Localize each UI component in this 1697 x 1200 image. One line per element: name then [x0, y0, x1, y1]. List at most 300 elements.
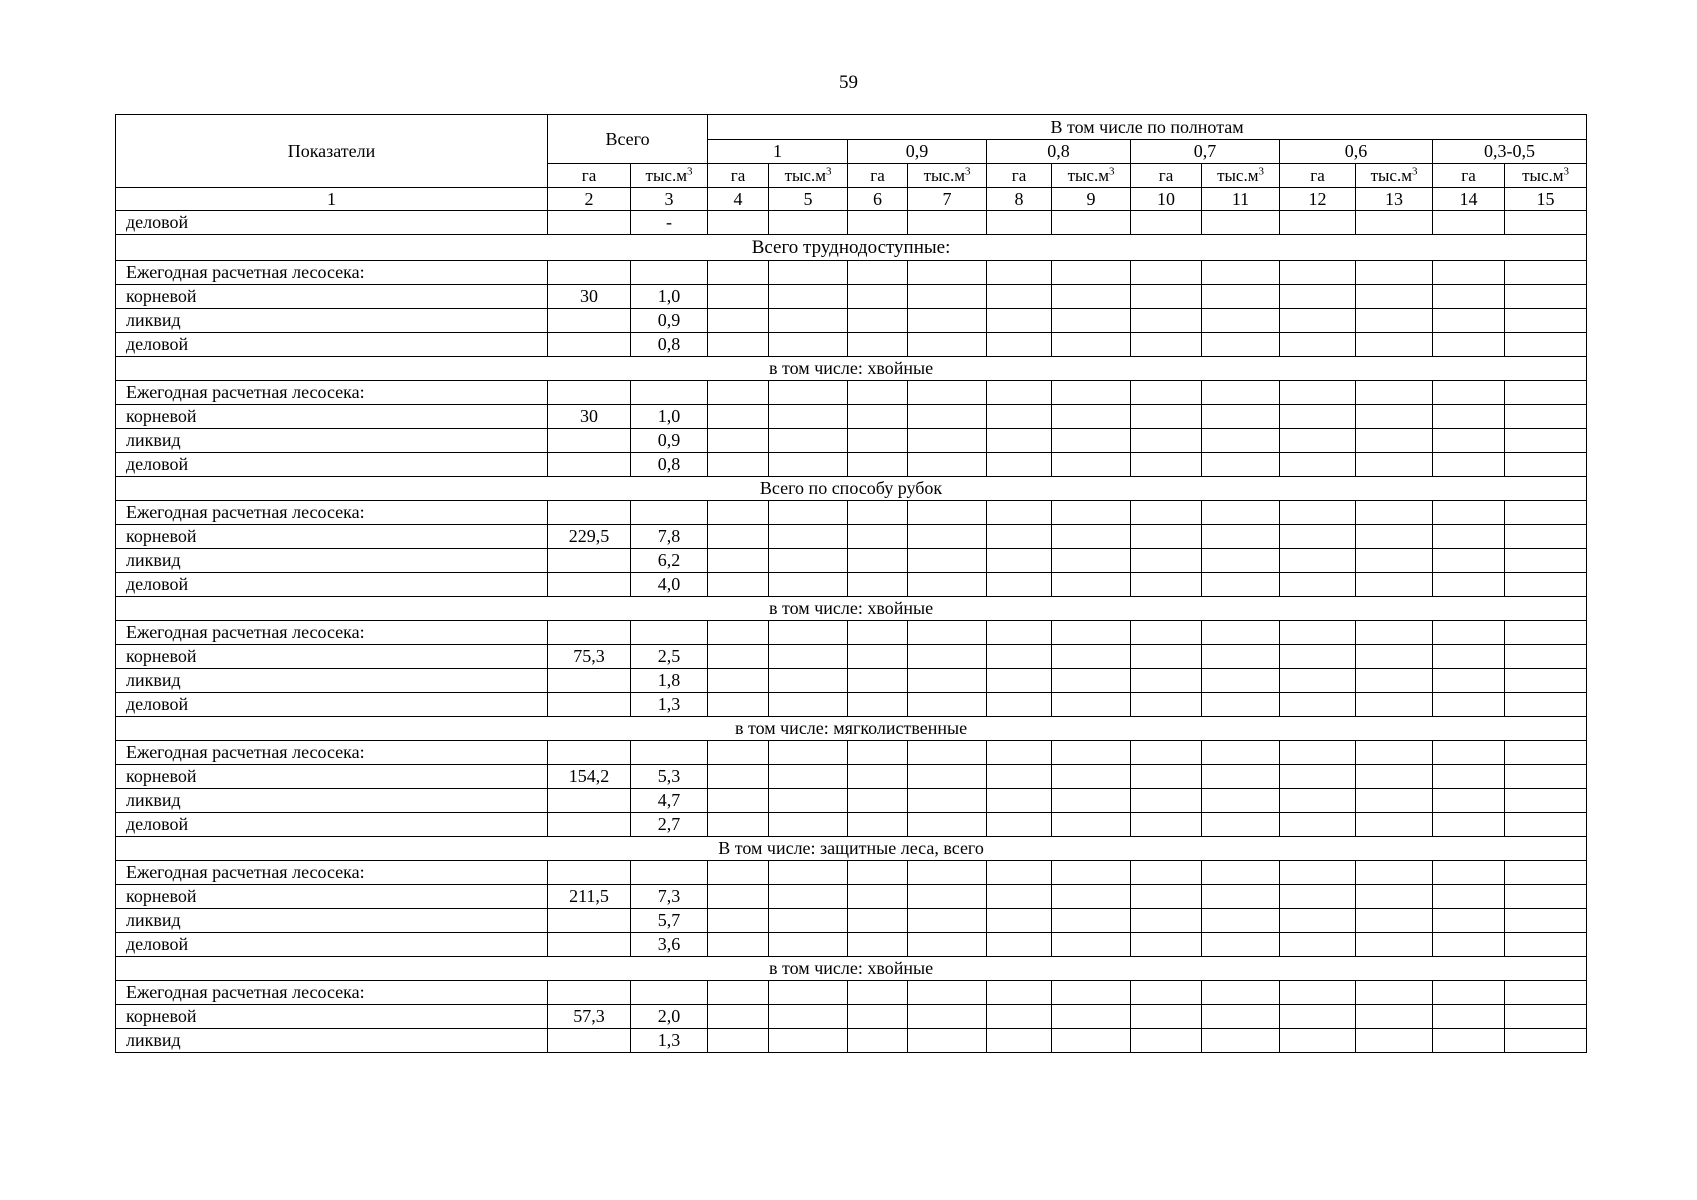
- section-heading-row: [116, 717, 1587, 741]
- header-unit-ha: га: [1131, 164, 1202, 188]
- density-cell: [1131, 981, 1202, 1005]
- header-unit-ha: га: [708, 164, 769, 188]
- density-cell: [987, 381, 1052, 405]
- density-cell: [1280, 621, 1356, 645]
- density-cell: [1433, 573, 1505, 597]
- density-cell: [987, 741, 1052, 765]
- row-label: ликвид: [116, 549, 548, 573]
- table-row: [116, 453, 1587, 477]
- section-title: Всего труднодоступные:: [116, 235, 1587, 261]
- total-volume-cell: 1,8: [631, 669, 708, 693]
- density-cell: [1202, 813, 1280, 837]
- density-cell: [987, 813, 1052, 837]
- density-cell: [1433, 813, 1505, 837]
- total-ha-cell: [548, 981, 631, 1005]
- density-cell: [1356, 813, 1433, 837]
- column-number: 11: [1202, 188, 1280, 211]
- table-row: [116, 1005, 1587, 1029]
- density-cell: [769, 1029, 848, 1053]
- density-cell: [1052, 453, 1131, 477]
- density-cell: [1052, 621, 1131, 645]
- column-number: 7: [908, 188, 987, 211]
- density-cell: [769, 885, 848, 909]
- density-cell: [1280, 741, 1356, 765]
- table-row: [116, 933, 1587, 957]
- density-cell: [1433, 645, 1505, 669]
- density-cell: [987, 861, 1052, 885]
- density-cell: [708, 813, 769, 837]
- column-number: 10: [1131, 188, 1202, 211]
- density-cell: [848, 645, 908, 669]
- density-cell: [1505, 669, 1587, 693]
- section-title: Всего по способу рубок: [116, 477, 1587, 501]
- density-cell: [1131, 453, 1202, 477]
- row-label: ликвид: [116, 789, 548, 813]
- density-cell: [1052, 285, 1131, 309]
- density-cell: [848, 285, 908, 309]
- column-number: 13: [1356, 188, 1433, 211]
- density-cell: [1433, 741, 1505, 765]
- density-cell: [1052, 645, 1131, 669]
- density-cell: [848, 501, 908, 525]
- header-unit-volume: [908, 164, 987, 188]
- total-volume-cell: 6,2: [631, 549, 708, 573]
- header-density: 0,8: [987, 140, 1131, 164]
- density-cell: [1356, 789, 1433, 813]
- density-cell: [1280, 645, 1356, 669]
- density-cell: [1356, 693, 1433, 717]
- density-cell: [708, 501, 769, 525]
- density-cell: [1280, 285, 1356, 309]
- density-cell: [708, 1029, 769, 1053]
- density-cell: [908, 573, 987, 597]
- density-cell: [1202, 211, 1280, 235]
- density-cell: [987, 405, 1052, 429]
- density-cell: [1356, 285, 1433, 309]
- density-cell: [708, 211, 769, 235]
- density-cell: [1505, 741, 1587, 765]
- density-cell: [1356, 981, 1433, 1005]
- section-heading-row: [116, 957, 1587, 981]
- density-cell: [1505, 1005, 1587, 1029]
- density-cell: [769, 309, 848, 333]
- header-unit-volume: [769, 164, 848, 188]
- density-cell: [1280, 789, 1356, 813]
- density-cell: [1505, 645, 1587, 669]
- density-cell: [1356, 1005, 1433, 1029]
- density-cell: [1052, 933, 1131, 957]
- density-cell: [769, 1005, 848, 1029]
- total-ha-cell: [548, 453, 631, 477]
- density-cell: [708, 261, 769, 285]
- density-cell: [1202, 549, 1280, 573]
- density-cell: [1433, 981, 1505, 1005]
- row-label: корневой: [116, 1005, 548, 1029]
- density-cell: [987, 429, 1052, 453]
- density-cell: [1052, 501, 1131, 525]
- density-cell: [848, 429, 908, 453]
- density-cell: [1433, 861, 1505, 885]
- density-cell: [1505, 333, 1587, 357]
- density-cell: [848, 549, 908, 573]
- density-cell: [987, 909, 1052, 933]
- density-cell: [987, 1029, 1052, 1053]
- total-ha-cell: 229,5: [548, 525, 631, 549]
- density-cell: [1280, 211, 1356, 235]
- density-cell: [987, 981, 1052, 1005]
- density-cell: [708, 333, 769, 357]
- density-cell: [1505, 933, 1587, 957]
- density-cell: [769, 261, 848, 285]
- density-cell: [1131, 813, 1202, 837]
- density-cell: [1202, 645, 1280, 669]
- row-label: деловой: [116, 211, 548, 235]
- density-cell: [1131, 501, 1202, 525]
- table-row: [116, 981, 1587, 1005]
- table-row: [116, 501, 1587, 525]
- density-cell: [1505, 501, 1587, 525]
- unit-volume-exponent: 3: [1563, 164, 1569, 177]
- density-cell: [908, 405, 987, 429]
- density-cell: [987, 621, 1052, 645]
- column-number: 3: [631, 188, 708, 211]
- density-cell: [1433, 211, 1505, 235]
- density-cell: [987, 765, 1052, 789]
- density-cell: [1356, 429, 1433, 453]
- density-cell: [1433, 405, 1505, 429]
- total-volume-cell: 2,0: [631, 1005, 708, 1029]
- density-cell: [1280, 693, 1356, 717]
- row-label: деловой: [116, 453, 548, 477]
- density-cell: [987, 669, 1052, 693]
- section-title: в том числе: хвойные: [116, 597, 1587, 621]
- header-unit-volume: [1052, 164, 1131, 188]
- density-cell: [1356, 405, 1433, 429]
- density-cell: [848, 261, 908, 285]
- unit-volume-text: тыс.м: [923, 165, 965, 185]
- density-cell: [1356, 621, 1433, 645]
- table-row: [116, 885, 1587, 909]
- table-row: [116, 261, 1587, 285]
- unit-volume-exponent: 3: [686, 164, 693, 177]
- density-cell: [1202, 453, 1280, 477]
- density-cell: [1505, 621, 1587, 645]
- density-cell: [908, 1029, 987, 1053]
- total-volume-cell: 4,0: [631, 573, 708, 597]
- density-cell: [908, 861, 987, 885]
- density-cell: [1131, 549, 1202, 573]
- density-cell: [1356, 909, 1433, 933]
- density-cell: [708, 525, 769, 549]
- header-unit-ha: га: [1433, 164, 1505, 188]
- density-cell: [1280, 525, 1356, 549]
- density-cell: [908, 211, 987, 235]
- density-cell: [769, 933, 848, 957]
- density-cell: [769, 549, 848, 573]
- density-cell: [1433, 621, 1505, 645]
- table-row: [116, 621, 1587, 645]
- density-cell: [987, 309, 1052, 333]
- total-volume-cell: 1,0: [631, 285, 708, 309]
- row-label: ликвид: [116, 669, 548, 693]
- table-row: [116, 861, 1587, 885]
- total-volume-cell: 4,7: [631, 789, 708, 813]
- total-volume-cell: [631, 621, 708, 645]
- density-cell: [1052, 885, 1131, 909]
- column-number: 15: [1505, 188, 1587, 211]
- table-row: [116, 789, 1587, 813]
- density-cell: [1131, 381, 1202, 405]
- density-cell: [1280, 885, 1356, 909]
- density-cell: [987, 261, 1052, 285]
- density-cell: [848, 669, 908, 693]
- density-cell: [708, 789, 769, 813]
- density-cell: [1131, 669, 1202, 693]
- total-ha-cell: 30: [548, 285, 631, 309]
- density-cell: [1202, 981, 1280, 1005]
- density-cell: [1433, 669, 1505, 693]
- total-volume-cell: [631, 741, 708, 765]
- density-cell: [1202, 741, 1280, 765]
- density-cell: [769, 669, 848, 693]
- density-cell: [1131, 285, 1202, 309]
- table-row: [116, 741, 1587, 765]
- density-cell: [769, 645, 848, 669]
- density-cell: [1280, 861, 1356, 885]
- density-cell: [908, 813, 987, 837]
- total-ha-cell: [548, 429, 631, 453]
- row-label: Ежегодная расчетная лесосека:: [116, 741, 548, 765]
- table-row: [116, 813, 1587, 837]
- density-cell: [1202, 693, 1280, 717]
- density-cell: [1131, 333, 1202, 357]
- row-label: Ежегодная расчетная лесосека:: [116, 381, 548, 405]
- section-title: в том числе: хвойные: [116, 957, 1587, 981]
- table-row: [116, 285, 1587, 309]
- row-label: корневой: [116, 405, 548, 429]
- density-cell: [908, 933, 987, 957]
- density-cell: [908, 621, 987, 645]
- density-cell: [1280, 813, 1356, 837]
- density-cell: [769, 693, 848, 717]
- total-ha-cell: [548, 933, 631, 957]
- row-label: корневой: [116, 285, 548, 309]
- total-ha-cell: [548, 381, 631, 405]
- column-number: 6: [848, 188, 908, 211]
- density-cell: [1202, 885, 1280, 909]
- density-cell: [1131, 933, 1202, 957]
- density-cell: [708, 429, 769, 453]
- density-cell: [848, 621, 908, 645]
- header-density: 0,3-0,5: [1433, 140, 1587, 164]
- unit-volume-text: тыс.м: [1217, 165, 1259, 185]
- header-unit-volume: [631, 164, 708, 188]
- section-heading-row: [116, 837, 1587, 861]
- density-cell: [1433, 909, 1505, 933]
- total-ha-cell: 211,5: [548, 885, 631, 909]
- table-row: [116, 211, 1587, 235]
- header-indicators: Показатели: [116, 115, 548, 188]
- density-cell: [848, 765, 908, 789]
- total-volume-cell: 1,0: [631, 405, 708, 429]
- section-heading-row: [116, 357, 1587, 381]
- column-number: 8: [987, 188, 1052, 211]
- total-volume-cell: 1,3: [631, 1029, 708, 1053]
- density-cell: [908, 549, 987, 573]
- density-cell: [1356, 211, 1433, 235]
- density-cell: [1356, 1029, 1433, 1053]
- density-cell: [908, 981, 987, 1005]
- table-body: [116, 211, 1587, 1053]
- density-cell: [1052, 261, 1131, 285]
- density-cell: [708, 381, 769, 405]
- density-cell: [1052, 741, 1131, 765]
- density-cell: [1052, 525, 1131, 549]
- density-cell: [1505, 885, 1587, 909]
- density-cell: [1356, 501, 1433, 525]
- density-cell: [1131, 789, 1202, 813]
- density-cell: [769, 621, 848, 645]
- density-cell: [987, 789, 1052, 813]
- table-row: [116, 1029, 1587, 1053]
- density-cell: [1505, 861, 1587, 885]
- density-cell: [1505, 285, 1587, 309]
- density-cell: [1505, 573, 1587, 597]
- table-row: [116, 381, 1587, 405]
- total-ha-cell: [548, 211, 631, 235]
- total-volume-cell: 7,8: [631, 525, 708, 549]
- total-ha-cell: [548, 573, 631, 597]
- table-row: [116, 429, 1587, 453]
- density-cell: [908, 741, 987, 765]
- table-row: [116, 549, 1587, 573]
- density-cell: [769, 981, 848, 1005]
- row-label: ликвид: [116, 309, 548, 333]
- density-cell: [769, 285, 848, 309]
- total-volume-cell: 0,9: [631, 429, 708, 453]
- density-cell: [1356, 333, 1433, 357]
- unit-volume-text: тыс.м: [645, 165, 687, 185]
- header-unit-ha: га: [1280, 164, 1356, 188]
- density-cell: [769, 525, 848, 549]
- density-cell: [769, 211, 848, 235]
- total-volume-cell: 2,7: [631, 813, 708, 837]
- section-heading-row: [116, 477, 1587, 501]
- density-cell: [1202, 525, 1280, 549]
- density-cell: [1356, 549, 1433, 573]
- row-label: корневой: [116, 765, 548, 789]
- density-cell: [1433, 285, 1505, 309]
- density-cell: [1202, 669, 1280, 693]
- row-label: деловой: [116, 573, 548, 597]
- total-volume-cell: -: [631, 211, 708, 235]
- density-cell: [848, 741, 908, 765]
- density-cell: [1433, 549, 1505, 573]
- unit-volume-text: тыс.м: [1522, 165, 1564, 185]
- density-cell: [1131, 1005, 1202, 1029]
- header-unit-ha: га: [848, 164, 908, 188]
- density-cell: [1433, 789, 1505, 813]
- density-cell: [1356, 933, 1433, 957]
- density-cell: [1131, 909, 1202, 933]
- allowable-cut-table: [115, 114, 1587, 1053]
- density-cell: [1505, 309, 1587, 333]
- density-cell: [1280, 501, 1356, 525]
- header-row-top: [116, 115, 1587, 140]
- section-heading-row: [116, 597, 1587, 621]
- header-column-numbers: [116, 188, 1587, 211]
- density-cell: [1433, 765, 1505, 789]
- density-cell: [1052, 381, 1131, 405]
- density-cell: [1280, 1005, 1356, 1029]
- total-volume-cell: 0,8: [631, 333, 708, 357]
- density-cell: [1131, 405, 1202, 429]
- density-cell: [1131, 525, 1202, 549]
- density-cell: [1505, 909, 1587, 933]
- density-cell: [1280, 549, 1356, 573]
- density-cell: [1202, 429, 1280, 453]
- density-cell: [1052, 549, 1131, 573]
- density-cell: [848, 909, 908, 933]
- density-cell: [1356, 645, 1433, 669]
- total-ha-cell: [548, 309, 631, 333]
- density-cell: [1202, 789, 1280, 813]
- density-cell: [1505, 525, 1587, 549]
- header-unit-volume: [1202, 164, 1280, 188]
- density-cell: [1505, 261, 1587, 285]
- header-unit-volume: [1356, 164, 1433, 188]
- density-cell: [1052, 211, 1131, 235]
- density-cell: [1052, 309, 1131, 333]
- density-cell: [1356, 741, 1433, 765]
- density-cell: [1356, 381, 1433, 405]
- density-cell: [769, 573, 848, 597]
- density-cell: [1356, 525, 1433, 549]
- total-volume-cell: 1,3: [631, 693, 708, 717]
- row-label: корневой: [116, 645, 548, 669]
- unit-volume-exponent: 3: [825, 164, 832, 177]
- density-cell: [1131, 309, 1202, 333]
- density-cell: [1202, 933, 1280, 957]
- density-cell: [1052, 981, 1131, 1005]
- unit-volume-exponent: 3: [1258, 164, 1264, 177]
- density-cell: [908, 693, 987, 717]
- header-density: 0,7: [1131, 140, 1280, 164]
- density-cell: [1202, 1029, 1280, 1053]
- density-cell: [848, 933, 908, 957]
- density-cell: [1356, 309, 1433, 333]
- density-cell: [987, 549, 1052, 573]
- density-cell: [708, 933, 769, 957]
- density-cell: [908, 429, 987, 453]
- total-ha-cell: [548, 861, 631, 885]
- density-cell: [1202, 309, 1280, 333]
- density-cell: [848, 405, 908, 429]
- density-cell: [769, 405, 848, 429]
- density-cell: [908, 765, 987, 789]
- row-label: Ежегодная расчетная лесосека:: [116, 981, 548, 1005]
- row-label: корневой: [116, 885, 548, 909]
- density-cell: [848, 453, 908, 477]
- column-number: 9: [1052, 188, 1131, 211]
- density-cell: [908, 261, 987, 285]
- density-cell: [1131, 885, 1202, 909]
- column-number: 2: [548, 188, 631, 211]
- density-cell: [1131, 645, 1202, 669]
- total-volume-cell: 0,8: [631, 453, 708, 477]
- total-volume-cell: 2,5: [631, 645, 708, 669]
- density-cell: [908, 453, 987, 477]
